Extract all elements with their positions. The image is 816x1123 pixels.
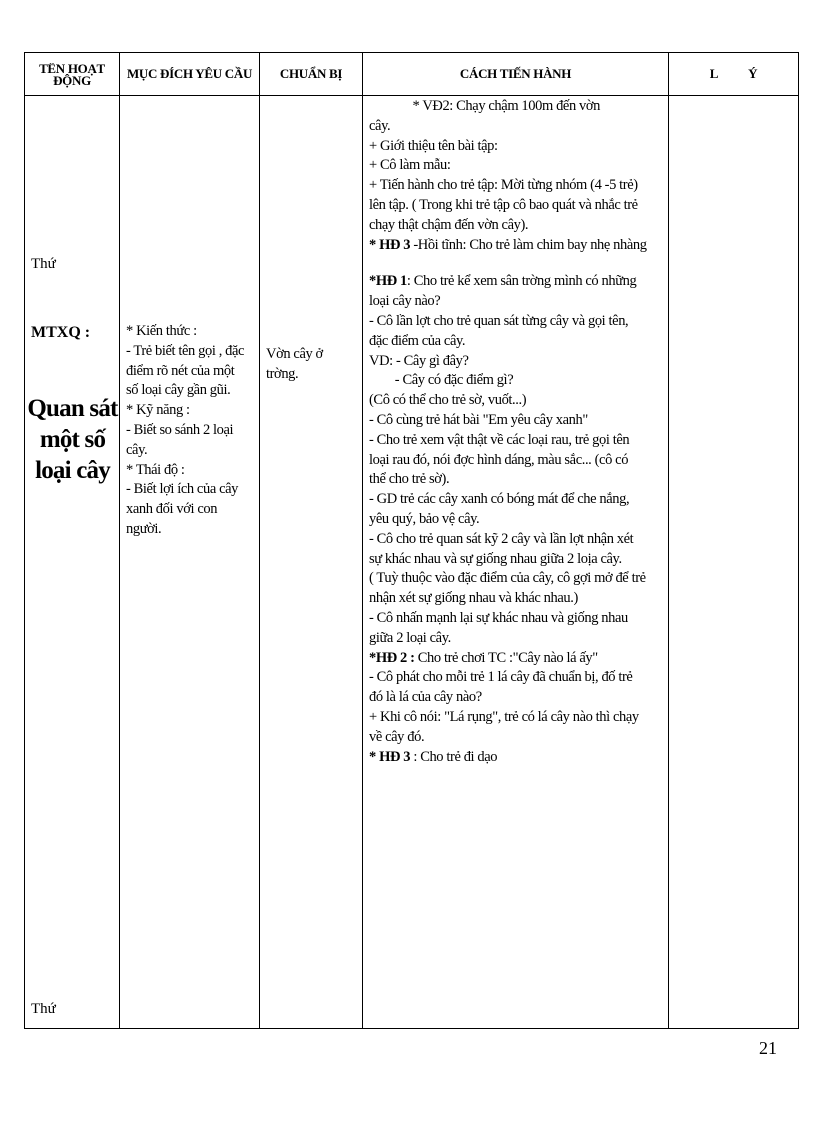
header-activity-name: TÊN HOẠT ĐỘNG bbox=[25, 53, 120, 96]
header-notes bbox=[669, 53, 799, 96]
preparation-text: Vờn cây ở trờng. bbox=[266, 346, 323, 382]
procedure-text: * VĐ2: Chạy chậm 100m đến vờn cây. + Giới thiệu tên bài tập: + Cô làm mẫu: + Tiến hành cho trẻ tập: Mời từng nhóm (4 -5 trẻ) lên tập. ( Trong khi trẻ tập cô bao quát và nhắc trẻ chạy thật chậm đến vờn cây). * HĐ 3 -Hồi tĩnh: Cho trẻ làm chim bay nhẹ nhàng *HĐ 1: Cho trẻ kể xem sân trờng mình có những loại cây nào? - Cô lần lợt cho trẻ quan sát từng cây và gọi tên, đặc điểm của cây. VD: - Cây gì đây? - Cây có đặc điểm gì? (Cô có thể cho trẻ sờ, vuốt...) - Cô cùng trẻ hát bài "Em yêu cây xanh" - Cho trẻ xem vật thật về các loại rau, trẻ gọi tên loại rau đó, nói đợc hình dáng, màu sắc... (cô có thể cho trẻ sờ). - GD trẻ các cây xanh có bóng mát để che nắng, yêu quý, bảo vệ cây. - Cô cho trẻ quan sát kỹ 2 cây và lần lợt nhận xét sự khác nhau và sự giống nhau giữa 2 loịa cây. ( Tuỳ thuộc vào đặc điểm của cây, cô gợi mở để trẻ nhận xét sự giống nhau và khác nhau.) - Cô nhấn mạnh lại sự khác nhau và giống nhau giữa 2 loại cây. *HĐ 2 : Cho trẻ chơi TC :"Cây nào lá ấy" - Cô phát cho mỗi trẻ 1 lá cây đã chuẩn bị, đố trẻ đó là lá của cây nào? + Khi cô nói: "Lá rụng", trẻ có lá cây nào thì chạy về cây đó. * HĐ 3 : Cho trẻ đi dạo bbox=[363, 96, 668, 767]
day-label-bottom: Thứ bbox=[31, 1001, 56, 1017]
hd3b-line: * HĐ 3 : Cho trẻ đi dạo bbox=[369, 748, 498, 765]
lesson-plan-table bbox=[24, 52, 799, 1029]
hd3-line: * HĐ 3 -Hồi tĩnh: Cho trẻ làm chim bay nhẹ nhàng bbox=[369, 236, 647, 253]
header-purpose: MỤC ĐÍCH YÊU CẦU bbox=[120, 53, 260, 96]
header-procedure: CÁCH TIẾN HÀNH bbox=[363, 53, 669, 96]
activity-cell bbox=[25, 96, 120, 1029]
table-header-row bbox=[25, 53, 799, 96]
header-note-y: Ý bbox=[748, 66, 758, 81]
procedure-cell bbox=[363, 96, 669, 1029]
day-label-top: Thứ bbox=[31, 256, 56, 272]
activity-category: MTXQ : bbox=[31, 324, 91, 341]
hd1-line: *HĐ 1: Cho trẻ kể xem sân trờng mình có những bbox=[369, 273, 637, 290]
purpose-text: * Kiến thức : - Trẻ biết tên gọi , đặc điểm rõ nét của một số loại cây gần gũi. * Kỹ năng : - Biết so sánh 2 loại cây. * Thái độ : - Biết lợi ích của cây xanh đối với con người. bbox=[126, 323, 245, 537]
notes-cell bbox=[669, 96, 799, 1029]
header-note-l: L bbox=[709, 66, 719, 81]
table-body-row bbox=[25, 96, 799, 1029]
activity-subject: Quan sát một số loại cây bbox=[27, 395, 118, 484]
preparation-cell bbox=[260, 96, 363, 1029]
purpose-cell bbox=[120, 96, 260, 1029]
header-preparation: CHUẨN BỊ bbox=[260, 53, 363, 96]
page-number: 21 bbox=[759, 1038, 777, 1058]
hd2-line: *HĐ 2 : Cho trẻ chơi TC :"Cây nào lá ấy" bbox=[369, 649, 598, 666]
